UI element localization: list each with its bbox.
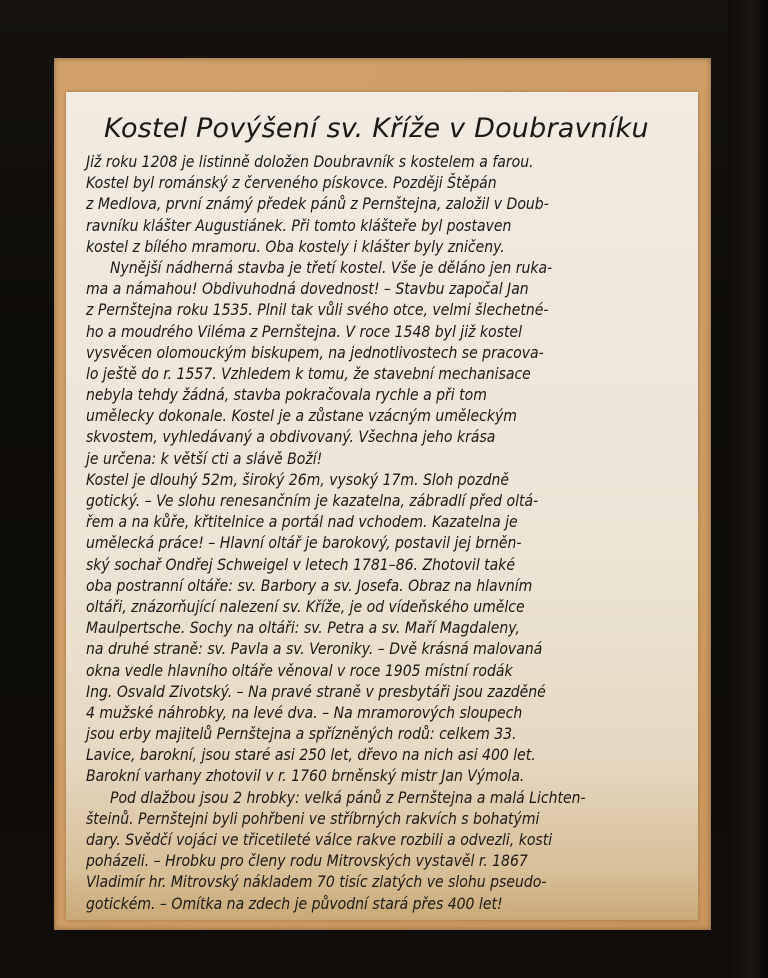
text-line: šteinů. Pernštejni byli pohřbeni ve stříbrných rakvích s bohatými (86, 809, 540, 828)
text-line: ský sochař Ondřej Schweigel v letech 1781–86. Zhotovil také (86, 555, 516, 574)
text-line: oba postranní oltáře: sv. Barbory a sv. Josefa. Obraz na hlavním (86, 576, 533, 595)
text-line: Nynější nádherná stavba je třetí kostel. Vše je děláno jen ruka- (110, 258, 553, 277)
text-line: umělecká práce! – Hlavní oltář je barokový, postavil jej brněn- (86, 534, 522, 553)
text-line: vysvěcen olomouckým biskupem, na jednotlivostech se pracova- (86, 343, 544, 362)
text-line: lo ještě do r. 1557. Vzhledem k tomu, že stavební mechanisace (86, 364, 531, 383)
text-line: Již roku 1208 je listinně doložen Doubravník s kostelem a farou. (86, 153, 534, 171)
text-line: ma a námahou! Obdivuhodná dovednost! – Stavbu započal Jan (86, 280, 529, 299)
text-line: kostel z bílého mramoru. Oba kostely i klášter byly zničeny. (86, 237, 505, 256)
text-line: ravníku klášter Augustiánek. Při tomto klášteře byl postaven (86, 216, 512, 235)
text-line: Vladimír hr. Mitrovský nákladem 70 tisíc zlatých ve slohu pseudo- (86, 873, 547, 892)
document-title: Kostel Povýšení sv. Kříže v Doubravníku (104, 113, 649, 144)
document-body (86, 152, 696, 915)
text-line: je určena: k větší cti a slávě Boží! (86, 449, 323, 468)
text-line: Maulpertsche. Sochy na oltáři: sv. Petra a sv. Maří Magdaleny, (86, 619, 520, 638)
text-line: Kostel byl románský z červeného pískovce. Později Štěpán (86, 174, 497, 193)
text-line: Barokní varhany zhotovil v r. 1760 brněnský mistr Jan Výmola. (86, 767, 525, 786)
text-line: okna vedle hlavního oltáře věnoval v roce 1905 místní rodák (86, 661, 513, 680)
text-line: z Pernštejna roku 1535. Plnil tak vůli svého otce, velmi šlechetné- (86, 301, 549, 320)
text-line: nebyla tehdy žádná, stavba pokračovala rychle a při tom (86, 386, 487, 405)
text-line: oltáři, znázorňující nalezení sv. Kříže, je od vídeňského umělce (86, 597, 525, 616)
text-line: dary. Svědčí vojáci ve třicetileté válce rakve rozbili a odvezli, kosti (86, 831, 553, 849)
text-line: Pod dlažbou jsou 2 hrobky: velká pánů z Pernštejna a malá Lichten- (110, 788, 586, 807)
text-line: gotický. – Ve slohu renesančním je kazatelna, zábradlí před oltá- (86, 492, 539, 510)
text-line: Kostel je dlouhý 52m, široký 26m, vysoký 17m. Sloh pozdně (86, 470, 510, 489)
text-line: na druhé straně: sv. Pavla a sv. Veroniky. – Dvě krásná malovaná (86, 640, 543, 659)
text-line: Ing. Osvald Zivotský. – Na pravé straně v presbytáři jsou zazděné (86, 682, 546, 701)
text-line: 4 mužské náhrobky, na levé dva. – Na mramorových sloupech (86, 703, 523, 722)
text-line: ho a moudrého Viléma z Pernštejna. V roce 1548 byl již kostel (86, 322, 522, 341)
text-line: jsou erby majitelů Pernštejna a spřízněných rodů: celkem 33. (86, 725, 517, 744)
text-line: Lavice, barokní, jsou staré asi 250 let, dřevo na nich asi 400 let. (86, 746, 536, 765)
text-line: řem a na kůře, křtitelnice a portál nad vchodem. Kazatelna je (86, 513, 518, 532)
text-line: umělecky dokonale. Kostel je a zůstane vzácným uměleckým (86, 407, 517, 426)
text-line: z Medlova, první známý předek pánů z Pernštejna, založil v Doub- (86, 195, 549, 214)
text-line: skvostem, vyhledávaný a obdivovaný. Všechna jeho krása (86, 428, 496, 447)
frame-edge-right (728, 0, 768, 978)
text-line: poházeli. – Hrobku pro členy rodu Mitrovských vystavěl r. 1867 (86, 852, 528, 871)
text-line: gotickém. – Omítka na zdech je původní stará přes 400 let! (86, 894, 503, 913)
